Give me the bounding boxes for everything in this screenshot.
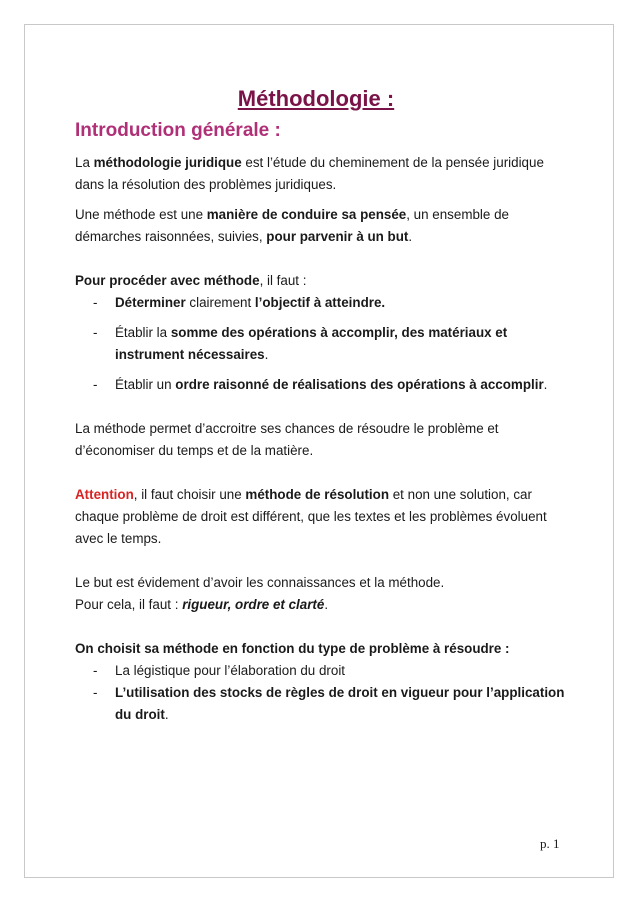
emphasis-term: méthodologie juridique xyxy=(93,155,242,170)
emphasis-term: manière de conduire sa pensée xyxy=(206,207,407,222)
emphasis-term: méthode de résolution xyxy=(245,487,390,502)
list-item: - L’utilisation des stocks de règles de droit en vigueur pour l’application du droit. xyxy=(93,685,565,722)
paragraph-procedure: Pour procéder avec méthode, il faut : xyxy=(75,273,307,288)
page-number: p. 1 xyxy=(540,836,560,851)
paragraph-benefits: La méthode permet d’accroitre ses chances de résoudre le problème et d’économiser du temps et de la matière. xyxy=(75,421,499,458)
list-item: - La légistique pour l’élaboration du droit xyxy=(93,663,346,678)
list-item: - Déterminer clairement l’objectif à atteindre. xyxy=(93,295,386,310)
emphasis-term: Pour procéder avec méthode xyxy=(75,273,260,288)
paragraph-definition: La méthodologie juridique est l’étude du cheminement de la pensée juridique dans la résolution des problèmes juridiques. xyxy=(75,155,544,192)
paragraph-method: Une méthode est une manière de conduire sa pensée, un ensemble de démarches raisonnées, suivies, pour parvenir à un but. xyxy=(75,207,509,244)
list-item: - Établir la somme des opérations à accomplir, des matériaux et instrument nécessaires. xyxy=(93,325,508,362)
attention-label: Attention xyxy=(75,487,134,502)
procedure-list xyxy=(75,292,575,396)
document-body xyxy=(75,84,575,726)
paragraph-choice: On choisit sa méthode en fonction du type de problème à résoudre : xyxy=(75,641,510,656)
page-title: Méthodologie : xyxy=(237,86,395,111)
paragraph-attention: Attention, il faut choisir une méthode de résolution et non une solution, car chaque problème de droit est différent, que les textes et les problèmes évoluent avec le temps. xyxy=(75,487,547,546)
emphasis-italic: rigueur, ordre et clarté xyxy=(182,597,325,612)
paragraph-goal: Le but est évidement d’avoir les connaissances et la méthode. Pour cela, il faut : rigueur, ordre et clarté. xyxy=(75,575,445,612)
choice-list xyxy=(75,660,575,726)
section-heading: Introduction générale : xyxy=(75,120,281,141)
list-item: - Établir un ordre raisonné de réalisations des opérations à accomplir. xyxy=(93,377,548,392)
emphasis-term: pour parvenir à un but xyxy=(266,229,409,244)
